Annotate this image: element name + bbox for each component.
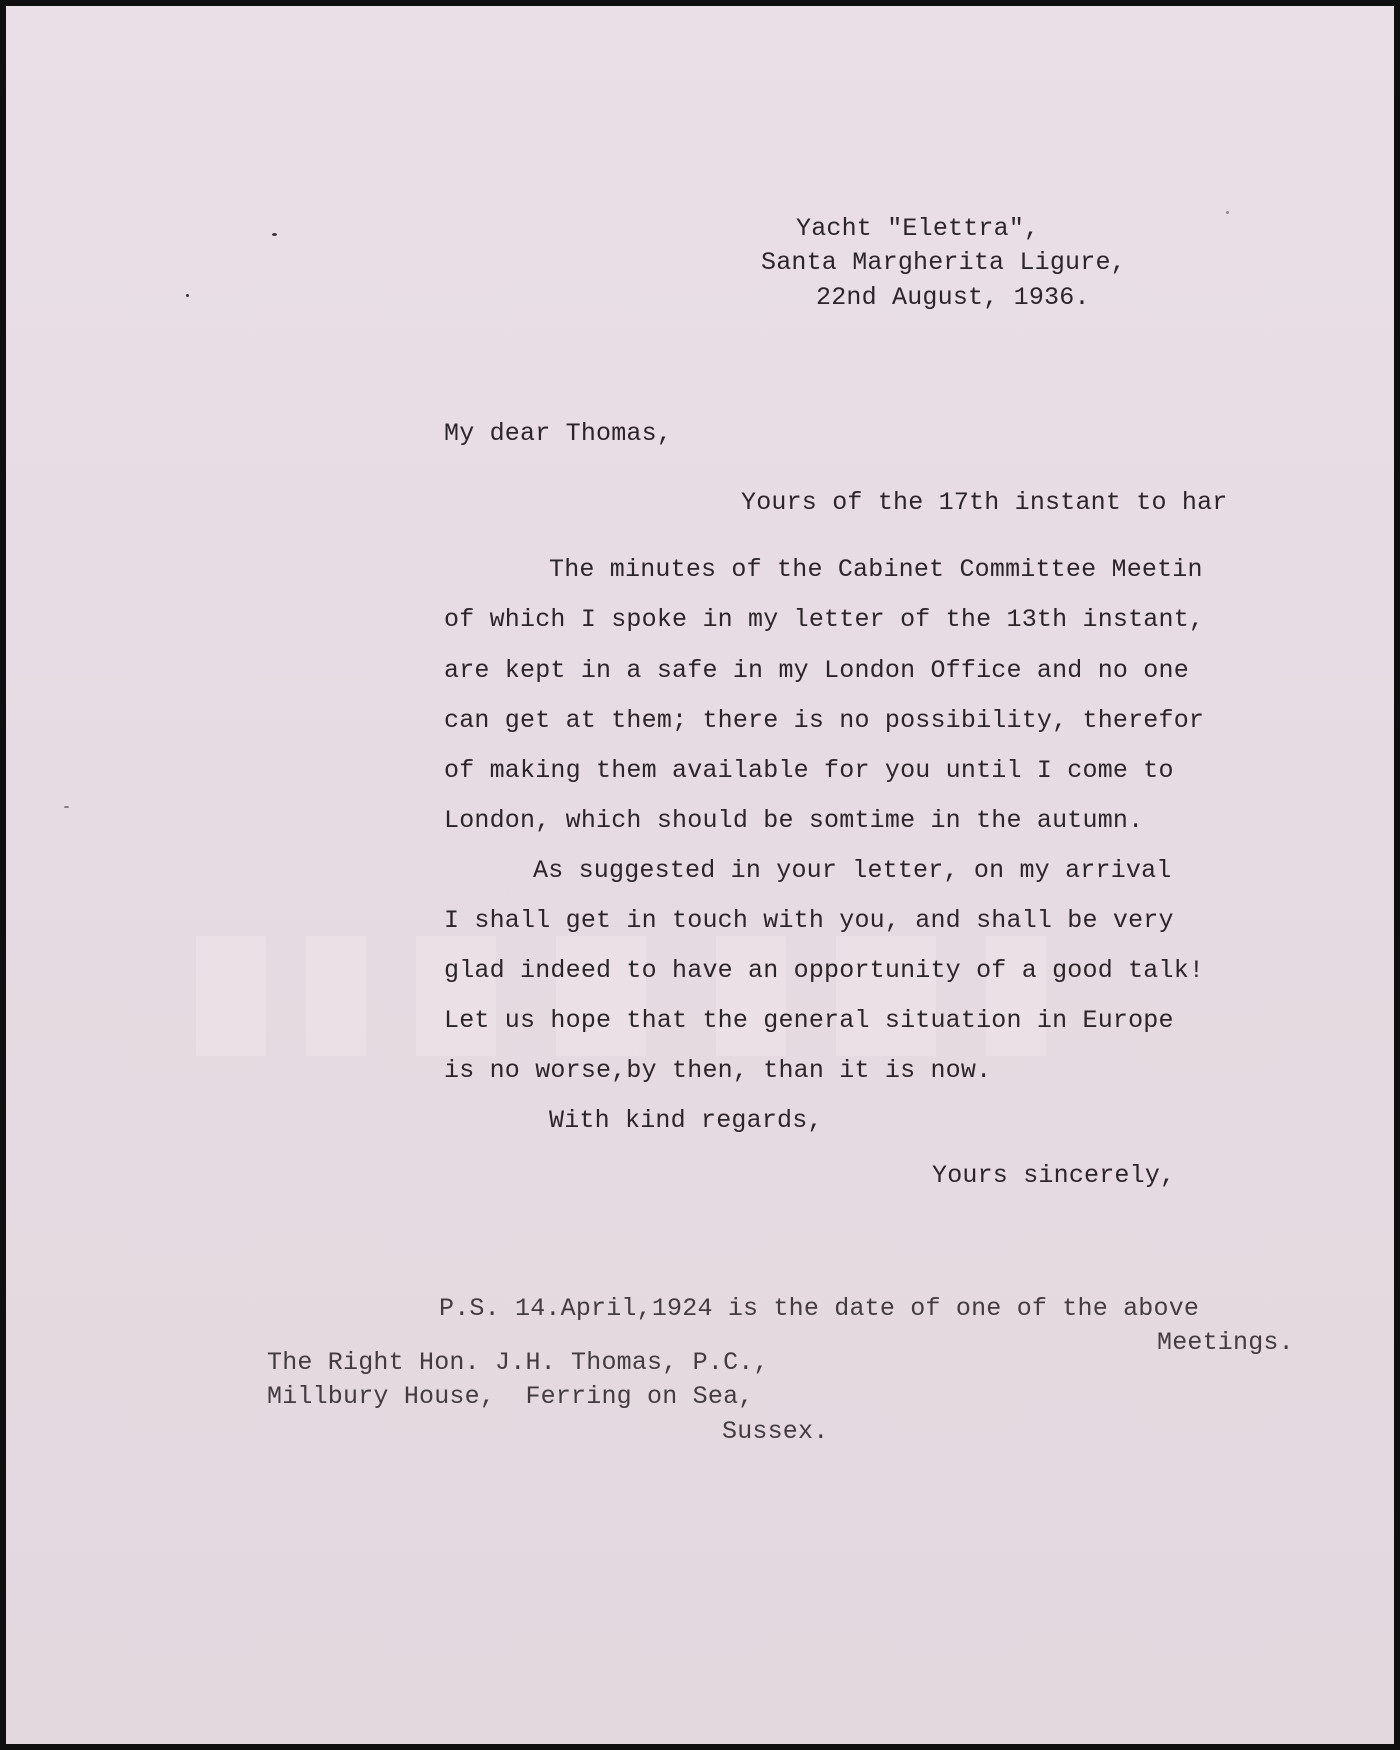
show-through-mark — [196, 936, 1076, 1056]
body-line: of which I spoke in my letter of the 13th instant, — [444, 605, 1205, 634]
sender-line-1: Yacht "Elettra", — [796, 214, 1040, 243]
body-line: London, which should be somtime in the autumn. — [444, 806, 1144, 835]
salutation: My dear Thomas, — [444, 419, 673, 448]
letter-page — [6, 6, 1394, 1744]
postscript-line-2: Meetings. — [1157, 1328, 1294, 1357]
body-line: Yours of the 17th instant to har — [741, 488, 1228, 517]
ink-speck — [272, 233, 277, 236]
body-line: of making them available for you until I come to — [444, 756, 1174, 785]
body-line: is no worse,by then, than it is now. — [444, 1056, 992, 1085]
recipient-line-2: Millbury House, Ferring on Sea, — [267, 1382, 754, 1411]
body-line: As suggested in your letter, on my arrival — [533, 856, 1172, 885]
ink-speck — [1226, 211, 1229, 214]
ink-speck — [186, 294, 189, 297]
body-line: The minutes of the Cabinet Committee Meetin — [549, 555, 1203, 584]
ink-speck — [64, 806, 69, 808]
body-line: I shall get in touch with you, and shall be very — [444, 906, 1174, 935]
body-line: can get at them; there is no possibility, therefor — [444, 706, 1205, 735]
letter-date: 22nd August, 1936. — [816, 283, 1090, 312]
sender-line-2: Santa Margherita Ligure, — [761, 248, 1126, 277]
body-line: are kept in a safe in my London Office and no one — [444, 656, 1189, 685]
recipient-line-1: The Right Hon. J.H. Thomas, P.C., — [267, 1348, 769, 1377]
body-line: glad indeed to have an opportunity of a good talk! — [444, 956, 1205, 985]
closing: Yours sincerely, — [932, 1161, 1176, 1190]
body-line: With kind regards, — [549, 1106, 823, 1135]
recipient-line-3: Sussex. — [722, 1417, 829, 1446]
postscript-line-1: P.S. 14.April,1924 is the date of one of the above — [439, 1294, 1200, 1323]
body-line: Let us hope that the general situation in Europe — [444, 1006, 1174, 1035]
